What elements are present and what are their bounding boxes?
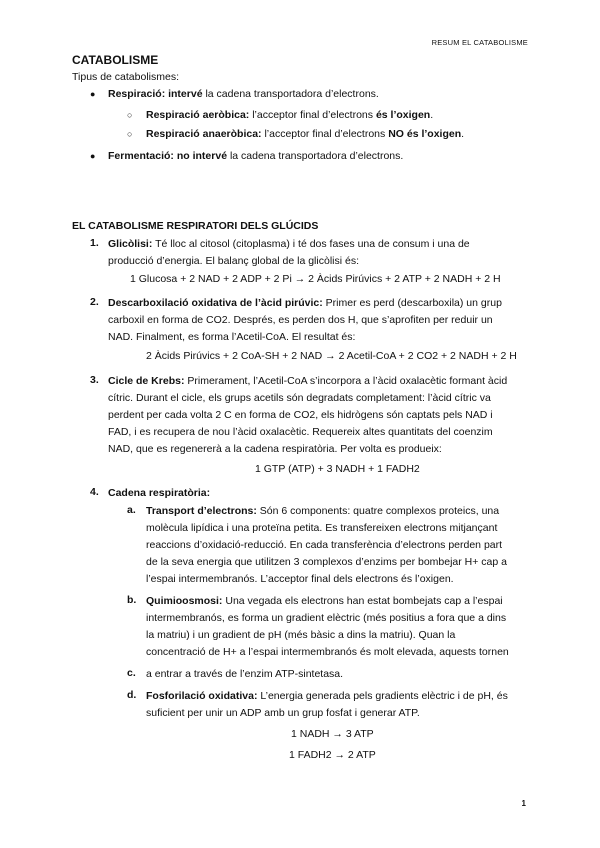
equation: 1 GTP (ATP) + 3 NADH + 1 FADH2	[255, 463, 420, 475]
hollow-bullet-icon: ○	[127, 110, 133, 120]
paragraph-line: molècula lipídica i una proteïna petita. Es transfereixen electrons mitjançant	[146, 522, 498, 534]
list-letter: d.	[127, 689, 137, 701]
list-item: Fermentació: no intervé la cadena transportadora d’electrons.	[108, 150, 404, 162]
list-number: 3.	[90, 374, 99, 386]
list-item: Cicle de Krebs: Primerament, l’Acetil-CoA s’incorpora a l’àcid oxalacètic formant àcid	[108, 375, 508, 387]
equation: 1 Glucosa + 2 NAD + 2 ADP + 2 Pi → 2 Àcids Pirúvics + 2 ATP + 2 NADH + 2 H	[130, 273, 501, 285]
list-item: Quimioosmosi: Una vegada els electrons han estat bombejats cap a l’espai	[146, 595, 503, 607]
list-item: Respiració aeròbica: l’acceptor final d’electrons és l’oxigen.	[146, 109, 434, 121]
paragraph-line: producció d’energia. El balanç global de la glicòlisi és:	[108, 255, 359, 267]
paragraph-line: carboxil en forma de CO2. Després, es perden dos H, que s’aprofiten per reduir un	[108, 314, 493, 326]
paragraph-line: perdent per cada volta 2 C en forma de CO2, els hidrògens són captats pels NAD i	[108, 409, 493, 421]
list-number: 1.	[90, 237, 99, 249]
list-item: Fosforilació oxidativa: L’energia generada pels gradients elèctric i de pH, és	[146, 690, 508, 702]
list-item: Respiració anaeròbica: l’acceptor final d’electrons NO és l’oxigen.	[146, 128, 465, 140]
paragraph-line: NAD. Finalment, es forma l’Acetil-CoA. El resultat és:	[108, 331, 356, 343]
list-letter: a.	[127, 504, 136, 516]
list-item: Glicòlisi: Té lloc al citosol (citoplasma) i té dos fases una de consum i una de	[108, 238, 470, 250]
running-header: RESUM EL CATABOLISME	[431, 38, 528, 47]
list-item-heading: Cadena respiratòria:	[108, 487, 211, 499]
list-number: 2.	[90, 296, 99, 308]
paragraph-line: FAD, i es recupera de nou l’àcid oxalacètic. Requereix altes quantitats del coenzim	[108, 426, 493, 438]
intro-text: Tipus de catabolismes:	[72, 71, 179, 83]
bullet-icon: ●	[90, 151, 96, 161]
list-number: 4.	[90, 486, 99, 498]
list-item: a entrar a través de l’enzim ATP-sintetasa.	[146, 668, 344, 680]
list-item: Descarboxilació oxidativa de l’àcid pirúvic: Primer es perd (descarboxila) un grup	[108, 297, 502, 309]
list-item: Respiració: intervé la cadena transportadora d’electrons.	[108, 88, 379, 100]
list-item: Transport d’electrons: Són 6 components: quatre complexos proteics, una	[146, 505, 500, 517]
section-title-catabolisme: CATABOLISME	[72, 53, 159, 67]
paragraph-line: intermembranós, es forma un gradient elèctric (més positius a fora que a dins	[146, 612, 507, 624]
paragraph-line: la matriu) i un gradient de pH (més bàsic a dins la matriu). Quan la	[146, 629, 456, 641]
list-letter: c.	[127, 667, 136, 679]
paragraph-line: reaccions d’oxidació-reducció. En cada transferència d’electrons perden part	[146, 539, 503, 551]
equation: 1 FADH2 → 2 ATP	[289, 749, 376, 761]
paragraph-line: cítric. Durant el cicle, els grups acetils són degradats completament: l’àcid cítric va	[108, 392, 491, 404]
section-title-respiratori: EL CATABOLISME RESPIRATORI DELS GLÚCIDS	[72, 220, 319, 232]
paragraph-line: NAD, que es regenererà a la cadena respiratòria. Per volta es produeix:	[108, 443, 442, 455]
list-letter: b.	[127, 594, 137, 606]
paragraph-line: l’espai intermembranós. L’acceptor final dels electrons és l’oxigen.	[146, 573, 454, 585]
bullet-icon: ●	[90, 89, 96, 99]
page-number: 1	[521, 799, 526, 808]
paragraph-line: de la seva energia que utilitzen 3 complexos d’enzims per bombejar H+ cap a	[146, 556, 507, 568]
paragraph-line: concentració de H+ a l’espai intermembranós és molt elevada, aquests tornen	[146, 646, 509, 658]
paragraph-line: suficient per unir un ADP amb un grup fosfat i generar ATP.	[146, 707, 420, 719]
equation: 2 Àcids Pirúvics + 2 CoA-SH + 2 NAD → 2 Acetil-CoA + 2 CO2 + 2 NADH + 2 H	[146, 350, 517, 362]
hollow-bullet-icon: ○	[127, 129, 133, 139]
equation: 1 NADH → 3 ATP	[291, 728, 374, 740]
